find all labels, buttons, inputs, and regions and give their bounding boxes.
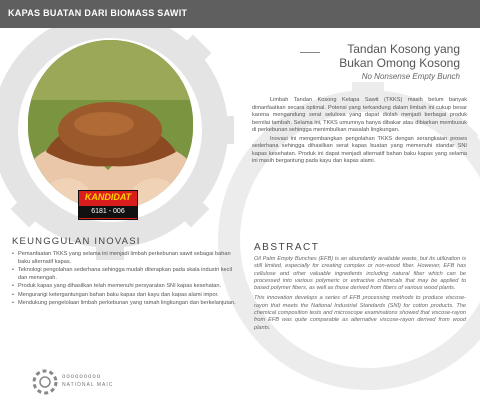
footer-logo-mark: ooooooooo	[62, 374, 102, 380]
abstract-paragraph-2: This innovation develops a series of EFB processing methods to produce viscose-rayon that meets the National Industrial Standards (SNI) for cotton products. The chemical composition tests and microscope examinations showed that viscose-rayon from EFB was quite comparable as alternative viscose-rayon derived from wood plants.	[254, 295, 466, 331]
abstract-heading: ABSTRACT	[254, 242, 320, 253]
candidate-badge-code: 6181 - 006	[79, 206, 137, 218]
advantage-item: • Mengurangi ketergantungan bahan baku kapas dari kayu dan kapas alami impor.	[12, 292, 237, 300]
abstract-paragraph-1: Oil Palm Empty Bunches (EFB) is an abundantly available waste, but its utilization is still limited, especially for creating complex or non-wood fiber. However, EFB has cellulose and other valuable ingredients including natural fiber which can be processed into various polymeric or extractive chemicals that may be applied to based polymer fibers, as well as those derived from fibers of various wood plants.	[254, 256, 466, 292]
candidate-badge-label: KANDIDAT	[84, 192, 132, 202]
abstract-text	[254, 256, 466, 335]
advantages-heading: KEUNGGULAN INOVASI	[12, 236, 141, 247]
footer-logo-label: NATIONAL MAIC	[62, 382, 114, 388]
title-line-2: Bukan Omong Kosong	[339, 56, 460, 70]
advantage-item: • Pemanfaatan TKKS yang selama ini menjadi limbah perkebunan sawit sebagai bahan baku alternatif kapas.	[12, 251, 237, 266]
intro-paragraph-2: Inovasi ini mengembangkan pengolahan TKKS dengan serangkaian proses sederhana sehingga dihasilkan serat kapas buatan yang memenuhi standar SNI kapas kesehatan. Produk ini dapat menjadi alternatif bahan baku kapas yang selama ini masih bergantung pada kayu dan kapas alami.	[252, 135, 467, 164]
intro-paragraph-1: Limbah Tandan Kosong Kelapa Sawit (TKKS) masih belum banyak dimanfaatkan secara optimal. Potensi yang terkandung dalam limbah ini cukup besar karena mengandung serat selulosa yang dapat diolah menjadi berbagai produk bernilai tambah. Selama ini, TKKS umumnya hanya dibakar atau dibiarkan membusuk di perkebunan sehingga menimbulkan masalah lingkungan.	[252, 97, 467, 133]
advantage-item: • Produk kapas yang dihasilkan telah memenuhi persyaratan SNI kapas kesehatan.	[12, 283, 237, 291]
advantage-item: • Mendukung pengelolaan limbah perkebunan yang ramah lingkungan dan berkelanjutan.	[12, 300, 237, 308]
hero-photo-hands-holding-compost	[28, 40, 193, 210]
advantages-list	[12, 251, 237, 309]
advantage-item: • Teknologi pengolahan sederhana sehingga mudah diterapkan pada skala industri kecil dan menengah.	[12, 267, 237, 282]
intro-text	[252, 97, 467, 167]
title-line-1: Tandan Kosong yang	[347, 42, 460, 56]
gear-logo-icon	[30, 367, 60, 397]
header-title: KAPAS BUATAN DARI BIOMASS SAWIT	[8, 8, 188, 18]
english-subtitle: No Nonsense Empty Bunch	[361, 72, 460, 81]
candidate-badge	[78, 190, 138, 220]
